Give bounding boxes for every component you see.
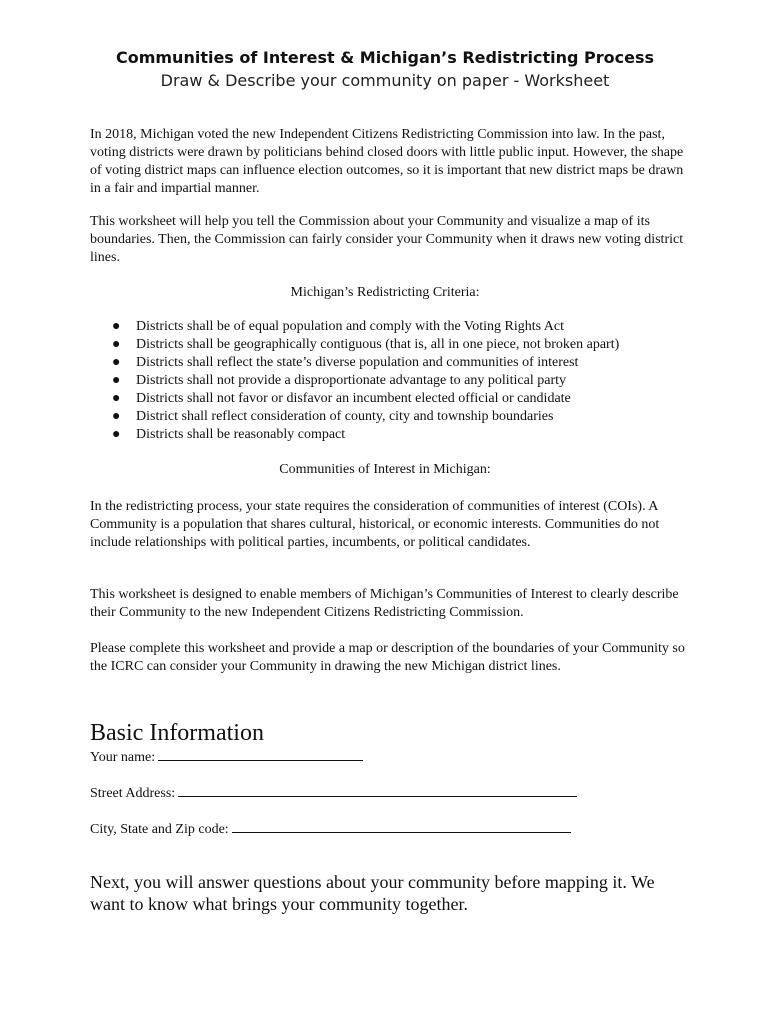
- city-state-zip-field[interactable]: [232, 819, 571, 833]
- criteria-item: ● Districts shall be geographically contiguous (that is, all in one piece, not broken apart): [112, 337, 620, 352]
- coi-paragraph-1: In the redistricting process, your state requires the consideration of communities of interest (COIs). A Community is a population that shares cultural, historical, or economic interests. Communities do not include relationships with political parties, incumbents, or political candidates.: [90, 499, 660, 550]
- criteria-heading: Michigan’s Redistricting Criteria:: [290, 285, 480, 300]
- name-label: Your name:: [90, 750, 156, 765]
- coi-paragraph-2: This worksheet is designed to enable members of Michigan’s Communities of Interest to clearly describe their Community to the new Independent Citizens Redistricting Commission.: [90, 587, 679, 620]
- intro-paragraph-1: In 2018, Michigan voted the new Independent Citizens Redistricting Commission into law. In the past, voting districts were drawn by politicians behind closed doors with little public input. However, the shape of voting district maps can influence election outcomes, so it is important that new district maps be drawn in a fair and impartial manner.: [90, 127, 684, 196]
- bullet-icon: ●: [112, 319, 121, 334]
- bullet-icon: ●: [112, 373, 121, 388]
- criteria-item: ● Districts shall reflect the state’s diverse population and communities of interest: [112, 355, 579, 370]
- criteria-item: ● Districts shall not favor or disfavor an incumbent elected official or candidate: [112, 391, 571, 406]
- criteria-list: [112, 318, 619, 444]
- name-field[interactable]: [158, 747, 363, 761]
- bullet-icon: ●: [112, 355, 121, 370]
- page-title: Communities of Interest & Michigan’s Redistricting Process: [115, 48, 655, 67]
- criteria-item: ● Districts shall be reasonably compact: [112, 427, 346, 442]
- name-field-row: [90, 747, 363, 767]
- coi-paragraph-3: Please complete this worksheet and provide a map or description of the boundaries of your Community so the ICRC can consider your Community in drawing the new Michigan district lines.: [90, 641, 685, 674]
- intro-paragraph-2: This worksheet will help you tell the Commission about your Community and visualize a map of its boundaries. Then, the Commission can fairly consider your Community when it draws new voting district lines.: [90, 214, 684, 265]
- criteria-item: ● Districts shall be of equal population and comply with the Voting Rights Act: [112, 319, 564, 334]
- next-instructions: Next, you will answer questions about your community before mapping it. We want to know what brings your community together.: [90, 872, 655, 914]
- bullet-icon: ●: [112, 391, 121, 406]
- criteria-item: ● District shall reflect consideration of county, city and township boundaries: [112, 409, 554, 424]
- criteria-item: ● Districts shall not provide a disproportionate advantage to any political party: [112, 373, 567, 388]
- street-address-field[interactable]: [178, 783, 577, 797]
- basic-info-heading: Basic Information: [90, 720, 264, 746]
- bullet-icon: ●: [112, 409, 121, 424]
- city-field-row: [90, 819, 571, 839]
- bullet-icon: ●: [112, 337, 121, 352]
- page-subtitle: Draw & Describe your community on paper - Worksheet: [160, 71, 610, 90]
- bullet-icon: ●: [112, 427, 121, 442]
- address-label: Street Address:: [90, 786, 176, 801]
- coi-heading: Communities of Interest in Michigan:: [279, 462, 491, 477]
- city-label: City, State and Zip code:: [90, 822, 229, 837]
- address-field-row: [90, 783, 577, 803]
